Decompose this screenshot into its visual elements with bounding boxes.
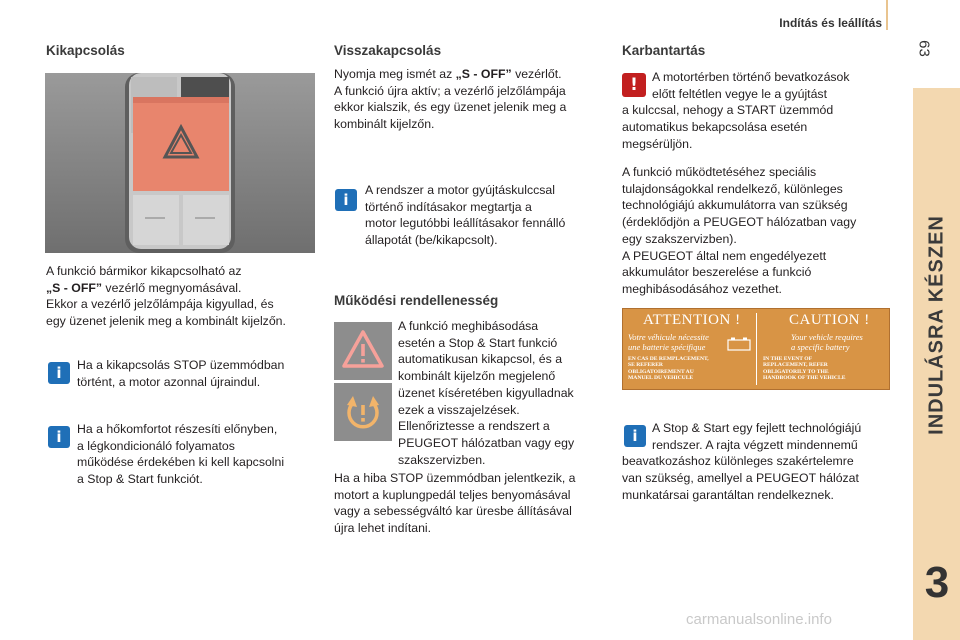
label-title-fr: ATTENTION ! [643,312,741,328]
stop-start-fault-icon [334,383,392,441]
warning-note: A motortérben történő bevatkozások előtt feltétlen vegye le a gyújtást a kulccsal, nehogy a START üzemmód automatikus bekapcsolása esetén megsérüljön. [622,70,850,151]
stop-start-switch-photo [45,73,315,253]
chapter-tab-label: INDULÁSRA KÉSZEN [925,215,948,435]
info-icon: i [48,362,70,384]
info-icon: i [624,425,646,447]
heading-mukodesi-rendellenesseg: Működési rendellenesség [334,293,499,308]
battery-paragraph: A funkció működtetéséhez speciális tulajdonságokkal rendelkező, különleges technológiájú akkumulátorra van szükség (érdeklődjön a PEUGEOT hálózatban vagy egy szakszervizben). A PEUGEOT által nem engedélyezett akkumulátor beszerelése a funkció meghibásodásához vezethet. [622,165,857,296]
heading-kikapcsolas: Kikapcsolás [46,43,125,58]
page-number: 63 [915,40,933,57]
header-rule [886,0,888,30]
warning-triangle-icon [334,322,392,380]
warning-icon: ! [622,73,646,97]
info-icon: i [335,189,357,211]
info-note: A Stop & Start egy fejlett technológiájú rendszer. A rajta végzett mindennemű beavatkozáshoz különleges szakértelemre van szükség, amellyel a PEUGEOT hálózat munkatársai garantáltan rendelkeznek. [622,421,862,502]
label-divider [756,313,757,385]
info-note: A rendszer a motor gyújtáskulccsal történő indításakor megtartja a motor legutóbbi leállításakor fennálló állapotát (be/kikapcsolt). [365,183,566,248]
info-note: Ha a kikapcsolás STOP üzemmódban történt, a motor azonnal újraindul. [77,358,285,389]
label-small-en: IN THE EVENT OF REPLACEMENT, REFER OBLIGATORILY TO THE HANDBOOK OF THE VEHICLE [763,356,846,382]
fault-paragraph: A funkció meghibásodása esetén a Stop & Start funkció automatikusan kikapcsol, és a kombinált kijelzőn megjelenő üzenet kíséretében kigyulladnak ezek a visszajelzések. Ellenőriztesse a rendszert a PEUGEOT hálózatban vagy egy szakszervizben. [398,319,575,467]
col2-paragraph: Nyomja meg ismét az „S - OFF” vezérlőt. A funkció újra aktív; a vezérlő jelzőlámpája ekkor kialszik, és egy üzenet jelenik meg a kombinált kijelzőn. [334,67,567,132]
info-note: Ha a hőkomfortot részesíti előnyben, a légkondicionáló folyamatos működése érdekében ki kell kapcsolni a Stop & Start funkciót. [77,422,285,487]
heading-visszakapcsolas: Visszakapcsolás [334,43,442,58]
battery-warning-label [622,308,890,390]
heading-karbantartas: Karbantartás [622,43,706,58]
label-subtitle-en: Your vehicle requires a specific battery [791,332,863,352]
label-subtitle-fr: Votre véhicule nécessite une batterie spécifique [628,332,709,352]
chapter-number: 3 [924,558,950,607]
label-title-en: CAUTION ! [789,312,870,328]
info-icon: i [48,426,70,448]
col1-paragraph: A funkció bármikor kikapcsolható az „S - OFF” vezérlő megnyomásával. Ekkor a vezérlő jelzőlámpája kigyullad, és egy üzenet jelenik meg a kombinált kijelzőn. [46,264,286,329]
section-title: Indítás és leállítás [779,16,882,30]
label-small-fr: EN CAS DE REMPLACEMENT, SE REFERER OBLIGATOIREMENT AU MANUEL DU VEHICULE [628,356,709,382]
battery-icon [727,337,751,356]
watermark: carmanualsonline.info [686,611,832,628]
fault-restart-paragraph: Ha a hiba STOP üzemmódban jelentkezik, a motort a kuplungpedál teljes benyomásával vagy a sebességváltó kar üresbe állításával újra lehet indítani. [334,471,576,536]
